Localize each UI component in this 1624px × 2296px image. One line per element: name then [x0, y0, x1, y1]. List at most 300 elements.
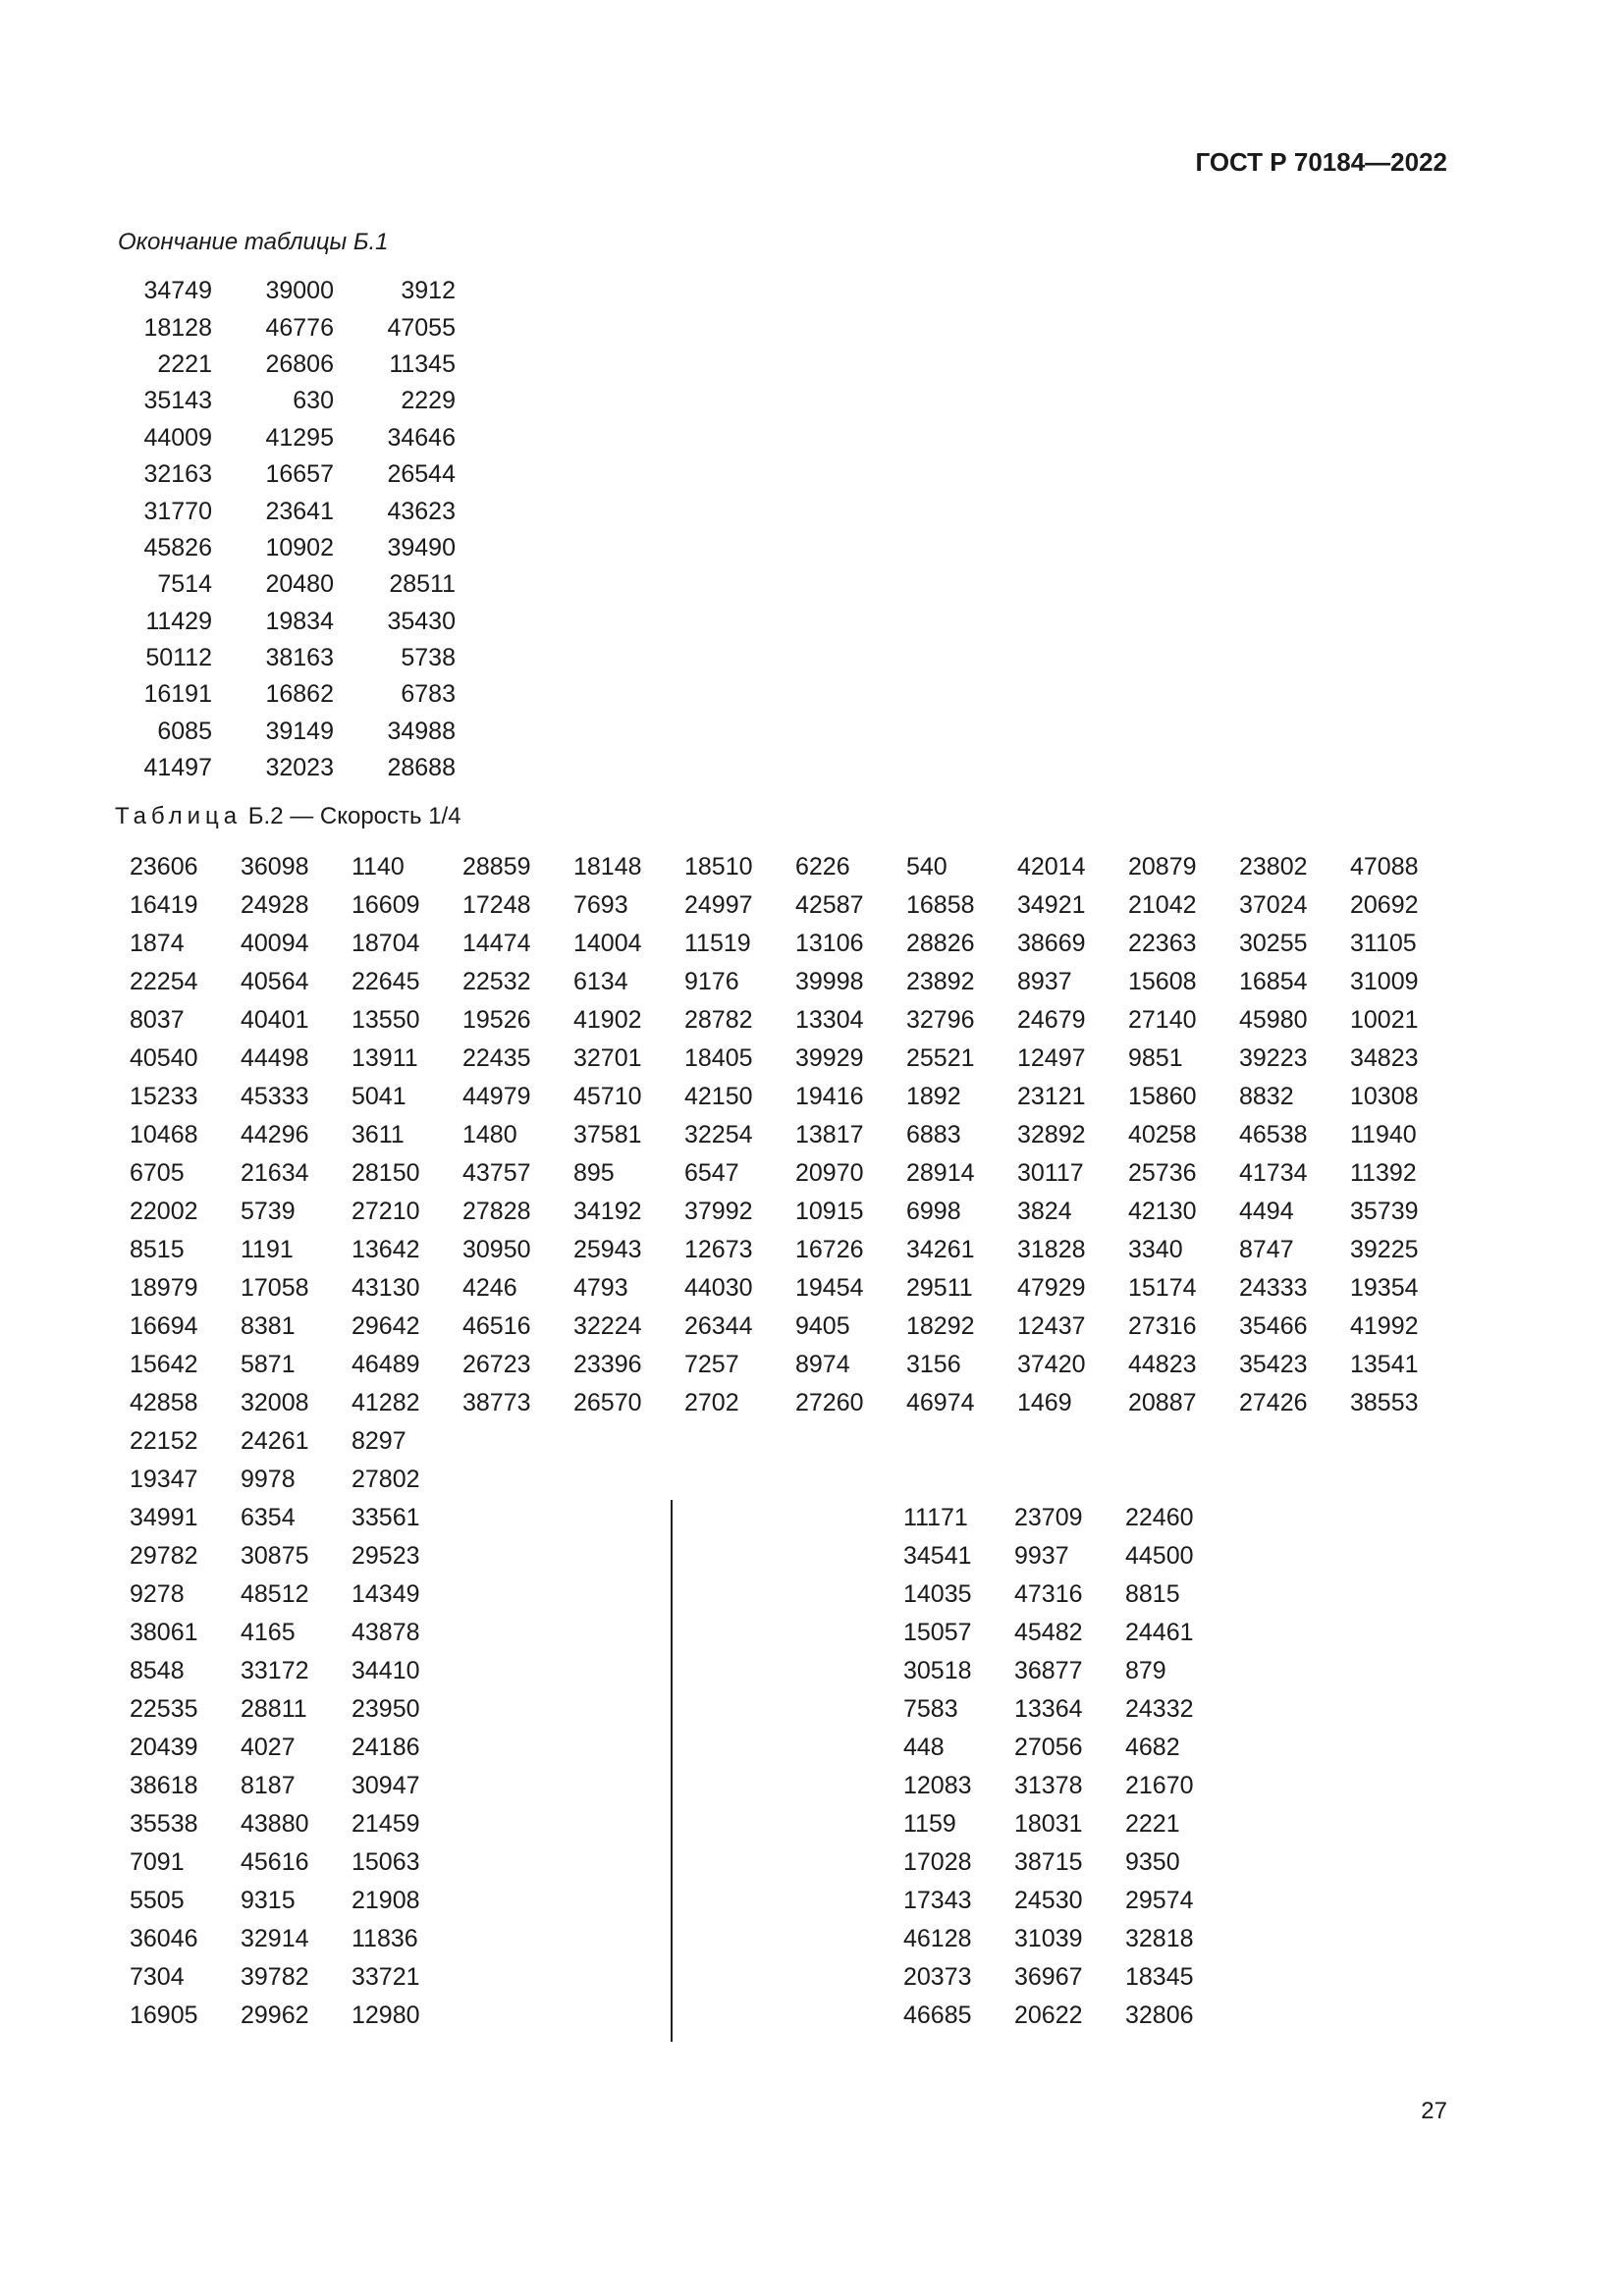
table-row — [130, 1154, 1461, 1193]
table-cell: 7091 — [130, 1848, 185, 1876]
table-cell: 33172 — [241, 1657, 309, 1684]
table-cell: 13364 — [1014, 1695, 1083, 1723]
table-cell: 40540 — [130, 1044, 198, 1072]
table-cell: 33721 — [352, 1963, 420, 1991]
table-row — [130, 309, 456, 346]
table-cell: 42014 — [1017, 853, 1086, 881]
table-cell: 34823 — [1350, 1044, 1419, 1072]
table-cell: 4246 — [462, 1274, 517, 1302]
table-cell: 23892 — [906, 968, 975, 995]
table-cell: 47316 — [1014, 1580, 1083, 1608]
table-row — [130, 1499, 462, 1537]
table-cell: 28859 — [462, 853, 531, 881]
table-cell: 26344 — [684, 1312, 753, 1340]
table-cell: 30117 — [1017, 1159, 1084, 1187]
table-row — [903, 1499, 1236, 1537]
table-cell: 4494 — [1239, 1198, 1294, 1225]
table-row — [130, 1805, 462, 1843]
table-cell: 27802 — [352, 1466, 420, 1493]
table-cell: 28826 — [906, 930, 975, 957]
table-cell: 40258 — [1128, 1121, 1197, 1148]
table-cell: 45980 — [1239, 1006, 1308, 1034]
table-cell: 6883 — [906, 1121, 961, 1148]
table-cell: 46489 — [352, 1351, 420, 1378]
table-cell: 3912 — [401, 277, 456, 305]
table-cell: 4027 — [241, 1734, 296, 1761]
table-cell: 27260 — [795, 1389, 864, 1416]
table-cell: 7693 — [573, 891, 628, 919]
table-cell: 40094 — [241, 930, 309, 957]
table-cell: 4793 — [573, 1274, 628, 1302]
table-cell: 15057 — [903, 1619, 972, 1646]
table-cell: 43130 — [352, 1274, 420, 1302]
table-row — [130, 1767, 462, 1805]
table-row — [130, 1729, 462, 1767]
table-cell: 23709 — [1014, 1504, 1083, 1531]
table-cell: 32008 — [241, 1389, 309, 1416]
table-cell: 39782 — [241, 1963, 309, 1991]
table-cell: 16854 — [1239, 968, 1308, 995]
table-cell: 2229 — [401, 387, 456, 415]
table-cell: 25943 — [573, 1236, 642, 1263]
table-cell: 12673 — [684, 1236, 753, 1263]
table-cell: 8747 — [1239, 1236, 1294, 1263]
table-row — [130, 1422, 1461, 1461]
table-cell: 6998 — [906, 1198, 961, 1225]
table-cell: 29523 — [352, 1542, 420, 1570]
table-cell: 35143 — [143, 387, 212, 415]
table-row — [130, 1346, 1461, 1384]
table-cell: 34988 — [387, 717, 456, 745]
table-row — [903, 1805, 1236, 1843]
table-cell: 18704 — [352, 930, 420, 957]
table-cell: 18031 — [1014, 1810, 1083, 1838]
table-row — [130, 1040, 1461, 1078]
table-cell: 37992 — [684, 1198, 753, 1225]
table-cell: 1140 — [352, 853, 405, 881]
table-cell: 16858 — [906, 891, 975, 919]
table-cell: 12497 — [1017, 1044, 1086, 1072]
table-cell: 29574 — [1125, 1887, 1194, 1914]
table-cell: 34192 — [573, 1198, 642, 1225]
table-cell: 18148 — [573, 853, 642, 881]
table-cell: 27140 — [1128, 1006, 1197, 1034]
table-row — [903, 1843, 1236, 1882]
table-cell: 32163 — [143, 460, 212, 489]
table-cell: 7304 — [130, 1963, 185, 1991]
table-row — [903, 1614, 1236, 1652]
table-cell: 39000 — [265, 277, 334, 305]
table-cell: 1469 — [1017, 1389, 1072, 1416]
table-cell: 19454 — [795, 1274, 864, 1302]
table-cell: 6547 — [684, 1159, 739, 1187]
table-cell: 36098 — [241, 853, 309, 881]
table-cell: 20887 — [1128, 1389, 1197, 1416]
table-cell: 30518 — [903, 1657, 972, 1684]
table-row — [130, 714, 456, 750]
table-row — [130, 1575, 462, 1614]
table-cell: 9176 — [684, 968, 739, 995]
table-row — [130, 566, 456, 603]
table-cell: 14349 — [352, 1580, 420, 1608]
table-cell: 29642 — [352, 1312, 420, 1340]
table-cell: 48512 — [241, 1580, 309, 1608]
table-cell: 23802 — [1239, 853, 1308, 881]
table-cell: 18979 — [130, 1274, 198, 1302]
table-cell: 15642 — [130, 1351, 198, 1378]
table-row — [903, 1537, 1236, 1575]
table-cell: 9405 — [795, 1312, 850, 1340]
table-row — [903, 1997, 1236, 2035]
table-cell: 11171 — [903, 1504, 968, 1531]
table-cell: 17343 — [903, 1887, 972, 1914]
table-cell: 45826 — [143, 533, 212, 561]
table-cell: 39225 — [1350, 1236, 1419, 1263]
table-cell: 15608 — [1128, 968, 1197, 995]
table-cell: 42587 — [795, 891, 864, 919]
table-cell: 27316 — [1128, 1312, 1197, 1340]
table-cell: 18128 — [143, 313, 212, 342]
table-cell: 26544 — [387, 460, 456, 489]
table-cell: 13642 — [352, 1236, 420, 1263]
table-cell: 24332 — [1125, 1695, 1194, 1723]
table-b2-right-block — [903, 1499, 1236, 2035]
table-cell: 16726 — [795, 1236, 864, 1263]
table-cell: 44009 — [143, 423, 212, 452]
table-cell: 15174 — [1128, 1274, 1197, 1302]
table-cell: 44296 — [241, 1121, 309, 1148]
table-cell: 8297 — [352, 1427, 406, 1455]
table-cell: 41282 — [352, 1389, 420, 1416]
table-cell: 19526 — [462, 1006, 531, 1034]
table-cell: 14035 — [903, 1580, 972, 1608]
table-cell: 25521 — [906, 1044, 975, 1072]
table-cell: 20439 — [130, 1734, 198, 1761]
table-row — [130, 886, 1461, 925]
table-cell: 16191 — [143, 680, 212, 709]
table-cell: 24261 — [241, 1427, 309, 1455]
table-row — [903, 1729, 1236, 1767]
table-cell: 26723 — [462, 1351, 531, 1378]
table-cell: 30950 — [462, 1236, 531, 1263]
table-cell: 540 — [906, 853, 947, 881]
table-cell: 35739 — [1350, 1198, 1419, 1225]
table-cell: 34749 — [143, 277, 212, 305]
table-cell: 41497 — [143, 754, 212, 782]
table-cell: 32701 — [573, 1044, 642, 1072]
table-cell: 34921 — [1017, 891, 1086, 919]
table-b2-caption — [115, 803, 461, 830]
table-cell: 35538 — [130, 1810, 198, 1838]
table-cell: 31828 — [1017, 1236, 1086, 1263]
table-cell: 32806 — [1125, 2002, 1194, 2029]
table-cell: 46128 — [903, 1925, 972, 1952]
table-cell: 35423 — [1239, 1351, 1308, 1378]
table-cell: 45616 — [241, 1848, 309, 1876]
table-row — [903, 1958, 1236, 1997]
table-cell: 14004 — [573, 930, 642, 957]
table-cell: 18292 — [906, 1312, 975, 1340]
table-cell: 7583 — [903, 1695, 958, 1723]
table-cell: 50112 — [145, 644, 212, 672]
table-cell: 20879 — [1128, 853, 1197, 881]
table-cell: 13911 — [352, 1044, 418, 1072]
table-cell: 40564 — [241, 968, 309, 995]
table-cell: 29962 — [241, 2002, 309, 2029]
table-cell: 12437 — [1017, 1312, 1086, 1340]
table-cell: 24997 — [684, 891, 753, 919]
table-cell: 6354 — [241, 1504, 296, 1531]
table-cell: 46776 — [265, 313, 334, 342]
table-cell: 39929 — [795, 1044, 864, 1072]
table-cell: 1892 — [906, 1083, 961, 1110]
table-cell: 28150 — [352, 1159, 420, 1187]
table-cell: 23950 — [352, 1695, 420, 1723]
table-cell: 42150 — [684, 1083, 753, 1110]
table-cell: 20480 — [265, 570, 334, 599]
table-cell: 30875 — [241, 1542, 309, 1570]
table-cell: 22254 — [130, 968, 198, 995]
table-row — [130, 273, 456, 309]
table-cell: 41992 — [1350, 1312, 1419, 1340]
table-cell: 31378 — [1014, 1772, 1083, 1799]
table-cell: 20970 — [795, 1159, 864, 1187]
table-cell: 21459 — [352, 1810, 420, 1838]
table-row — [130, 1231, 1461, 1269]
table-row — [903, 1882, 1236, 1920]
table-cell: 22535 — [130, 1695, 198, 1723]
table-cell: 28914 — [906, 1159, 975, 1187]
table-cell: 32224 — [573, 1312, 642, 1340]
table-cell: 10021 — [1350, 1006, 1419, 1034]
table-cell: 30255 — [1239, 930, 1308, 957]
table-cell: 24530 — [1014, 1887, 1083, 1914]
table-row — [130, 1690, 462, 1729]
table-row — [130, 750, 456, 786]
table-cell: 19834 — [265, 607, 334, 635]
table-cell: 22532 — [462, 968, 531, 995]
table-cell: 8937 — [1017, 968, 1072, 995]
document-header: ГОСТ Р 70184—2022 — [1195, 147, 1447, 177]
table-cell: 32892 — [1017, 1121, 1086, 1148]
table-cell: 11345 — [389, 349, 456, 378]
table-cell: 18405 — [684, 1044, 753, 1072]
table-cell: 17248 — [462, 891, 531, 919]
table-row — [130, 925, 1461, 963]
table-row — [130, 347, 456, 383]
table-b2 — [130, 848, 1461, 1499]
table-cell: 44500 — [1125, 1542, 1194, 1570]
table-cell: 6085 — [157, 717, 212, 745]
table-cell: 36046 — [130, 1925, 198, 1952]
table-row — [130, 848, 1461, 886]
table-cell: 6226 — [795, 853, 850, 881]
table-cell: 10308 — [1350, 1083, 1419, 1110]
table-cell: 23121 — [1017, 1083, 1086, 1110]
table-cell: 6134 — [573, 968, 628, 995]
table-cell: 31105 — [1350, 930, 1417, 957]
table-cell: 44823 — [1128, 1351, 1197, 1378]
table-cell: 8548 — [130, 1657, 185, 1684]
table-cell: 19347 — [130, 1466, 198, 1493]
table-cell: 7514 — [157, 570, 212, 599]
table-cell: 20622 — [1014, 2002, 1083, 2029]
table-cell: 9278 — [130, 1580, 185, 1608]
table-cell: 32818 — [1125, 1925, 1194, 1952]
table-cell: 41902 — [573, 1006, 642, 1034]
table-cell: 20692 — [1350, 891, 1419, 919]
table-cell: 4165 — [241, 1619, 296, 1646]
table-cell: 43757 — [462, 1159, 531, 1187]
table-cell: 39998 — [795, 968, 864, 995]
table-cell: 9937 — [1014, 1542, 1069, 1570]
table-cell: 22645 — [352, 968, 420, 995]
table-row — [130, 1997, 462, 2035]
table-cell: 41734 — [1239, 1159, 1308, 1187]
table-cell: 13817 — [795, 1121, 864, 1148]
table-cell: 30947 — [352, 1772, 420, 1799]
table-cell: 15233 — [130, 1083, 198, 1110]
table-cell: 31009 — [1350, 968, 1419, 995]
table-cell: 13550 — [352, 1006, 420, 1034]
table-cell: 11836 — [352, 1925, 418, 1952]
table-cell: 47929 — [1017, 1274, 1086, 1302]
table-cell: 34541 — [903, 1542, 972, 1570]
table-cell: 11940 — [1350, 1121, 1417, 1148]
table-cell: 18510 — [684, 853, 753, 881]
table-cell: 16862 — [265, 680, 334, 709]
table-cell: 34261 — [906, 1236, 975, 1263]
table-row — [130, 1001, 1461, 1040]
table-cell: 22002 — [130, 1198, 198, 1225]
table-cell: 27210 — [352, 1198, 420, 1225]
table-cell: 18345 — [1125, 1963, 1194, 1991]
table-cell: 1480 — [462, 1121, 517, 1148]
table-cell: 36877 — [1014, 1657, 1083, 1684]
table-row — [130, 493, 456, 529]
table-cell: 46538 — [1239, 1121, 1308, 1148]
table-row — [903, 1690, 1236, 1729]
table-cell: 28811 — [241, 1695, 307, 1723]
column-divider — [671, 1500, 673, 2042]
table-cell: 23396 — [573, 1351, 642, 1378]
table-cell: 38553 — [1350, 1389, 1419, 1416]
table-cell: 2702 — [684, 1389, 739, 1416]
table-cell: 32796 — [906, 1006, 975, 1034]
table-cell: 46516 — [462, 1312, 531, 1340]
table-cell: 37024 — [1239, 891, 1308, 919]
table-row — [130, 1461, 1461, 1499]
table-b1 — [130, 273, 456, 786]
table-row — [903, 1767, 1236, 1805]
table-cell: 16609 — [352, 891, 420, 919]
table-cell: 24186 — [352, 1734, 420, 1761]
table-row — [130, 1193, 1461, 1231]
table-cell: 37420 — [1017, 1351, 1086, 1378]
table-cell: 1874 — [130, 930, 185, 957]
table-cell: 630 — [293, 387, 334, 415]
table-cell: 34410 — [352, 1657, 420, 1684]
table-cell: 895 — [573, 1159, 615, 1187]
table-cell: 4682 — [1125, 1734, 1180, 1761]
table-cell: 22152 — [130, 1427, 198, 1455]
table-cell: 3156 — [906, 1351, 961, 1378]
table-row — [130, 530, 456, 566]
table-cell: 33561 — [352, 1504, 420, 1531]
table-cell: 43880 — [241, 1810, 309, 1838]
table-row — [130, 420, 456, 456]
table-cell: 25736 — [1128, 1159, 1197, 1187]
table-cell: 24679 — [1017, 1006, 1086, 1034]
table-cell: 34646 — [387, 423, 456, 452]
table-cell: 46974 — [906, 1389, 975, 1416]
table-cell: 38669 — [1017, 930, 1086, 957]
table-row — [130, 1920, 462, 1958]
table-cell: 47088 — [1350, 853, 1419, 881]
table-cell: 22460 — [1125, 1504, 1194, 1531]
table-cell: 39149 — [265, 717, 334, 745]
table-cell: 9851 — [1128, 1044, 1183, 1072]
table-cell: 1191 — [241, 1236, 294, 1263]
table-cell: 17058 — [241, 1274, 309, 1302]
table-cell: 13304 — [795, 1006, 864, 1034]
table-cell: 8815 — [1125, 1580, 1180, 1608]
table-cell: 23641 — [265, 497, 334, 525]
table-row — [130, 1308, 1461, 1346]
table-cell: 6783 — [401, 680, 456, 709]
table-cell: 14474 — [462, 930, 531, 957]
table-cell: 38715 — [1014, 1848, 1083, 1876]
table-cell: 22363 — [1128, 930, 1197, 957]
table-cell: 41295 — [265, 423, 334, 452]
table-cell: 12980 — [352, 2002, 420, 2029]
table-row — [130, 1537, 462, 1575]
table-row — [130, 456, 456, 493]
table-row — [130, 604, 456, 640]
table-row — [903, 1920, 1236, 1958]
table-row — [130, 1958, 462, 1997]
table-cell: 38618 — [130, 1772, 198, 1799]
table-cell: 8832 — [1239, 1083, 1294, 1110]
table-cell: 24333 — [1239, 1274, 1308, 1302]
table-cell: 28511 — [389, 570, 456, 599]
table-cell: 26570 — [573, 1389, 642, 1416]
table-cell: 5505 — [130, 1887, 185, 1914]
table-row — [130, 383, 456, 419]
table-cell: 8974 — [795, 1351, 850, 1378]
table-cell: 448 — [903, 1734, 945, 1761]
table-cell: 43878 — [352, 1619, 420, 1646]
table-cell: 39223 — [1239, 1044, 1308, 1072]
page-number: 27 — [1421, 2098, 1447, 2124]
table-row — [130, 1078, 1461, 1116]
table-cell: 38773 — [462, 1389, 531, 1416]
table-cell: 13106 — [795, 930, 864, 957]
table-cell: 45710 — [573, 1083, 642, 1110]
table-b2-caption-title: Б.2 — Скорость 1/4 — [242, 803, 461, 829]
table-cell: 37581 — [573, 1121, 642, 1148]
table-row — [130, 1614, 462, 1652]
table-cell: 36967 — [1014, 1963, 1083, 1991]
table-cell: 27056 — [1014, 1734, 1083, 1761]
table-cell: 32914 — [241, 1925, 309, 1952]
table-row — [130, 1384, 1461, 1422]
table-cell: 2221 — [1125, 1810, 1180, 1838]
table-cell: 8037 — [130, 1006, 185, 1034]
table-cell: 20373 — [903, 1963, 972, 1991]
table-cell: 10902 — [265, 533, 334, 561]
table-row — [130, 640, 456, 676]
